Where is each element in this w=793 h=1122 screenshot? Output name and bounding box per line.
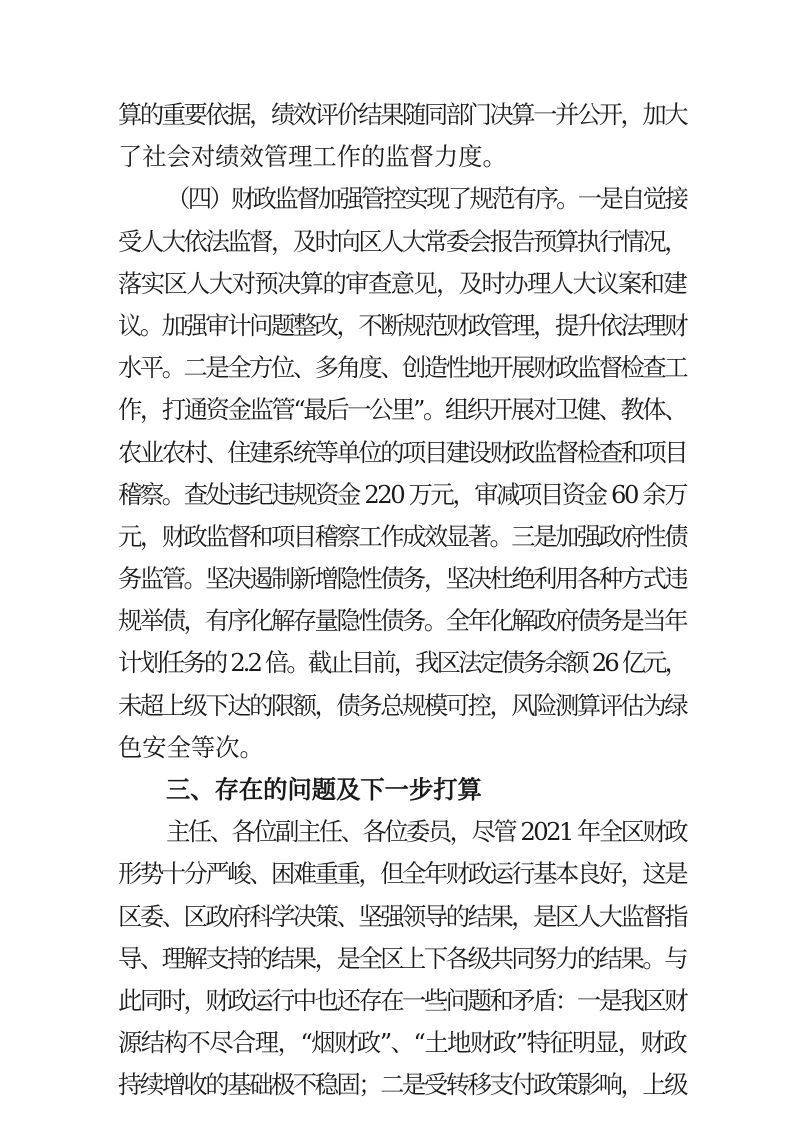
text-line — [118, 600, 686, 642]
line-text: （四）财政监督加强管控实现了规范有序。一是自觉接 — [166, 184, 686, 214]
line-text: 议。加强审计问题整改，不断规范财政管理，提升依法理财 — [118, 310, 686, 340]
line-text: 务监管。坚决遏制新增隐性债务，坚决杜绝利用各种方式违 — [118, 564, 686, 594]
line-text: 持续增收的基础极不稳固；二是受转移支付政策影响，上级 — [118, 1070, 686, 1100]
text-line — [118, 685, 686, 727]
line-text: 稽察。查处违纪违规资金 220 万元，审减项目资金 60 余万 — [118, 479, 686, 509]
text-line — [118, 178, 686, 220]
line-text: 源结构不尽合理，“烟财政”、“土地财政”特征明显，财政 — [118, 1028, 686, 1058]
text-line — [118, 516, 686, 558]
text-line — [118, 474, 686, 516]
line-text: 色安全等次。 — [118, 732, 264, 762]
line-text: 规举债，有序化解存量隐性债务。全年化解政府债务是当年 — [118, 606, 686, 636]
line-text: 元，财政监督和项目稽察工作成效显著。三是加强政府性债 — [118, 521, 686, 551]
text-line — [118, 136, 686, 178]
line-text: 计划任务的 2.2 倍。截止目前，我区法定债务余额 26 亿元， — [118, 648, 686, 678]
text-line — [118, 347, 686, 389]
text-line — [118, 896, 686, 938]
text-line — [118, 94, 686, 136]
line-text: 区委、区政府科学决策、坚强领导的结果，是区人大监督指 — [118, 901, 686, 931]
line-text: 作，打通资金监管“最后一公里”。组织开展对卫健、教体、 — [118, 395, 686, 425]
line-text: 此同时，财政运行中也还存在一些问题和矛盾：一是我区财 — [118, 985, 686, 1015]
line-text: 主任、各位副主任、各位委员，尽管 2021 年全区财政 — [166, 817, 686, 847]
text-line — [118, 1022, 686, 1064]
document-body — [118, 94, 686, 1107]
text-line — [118, 853, 686, 895]
text-line — [118, 221, 686, 263]
text-line — [118, 1064, 686, 1106]
line-text: 算的重要依据，绩效评价结果随同部门决算一并公开，加大 — [118, 100, 686, 129]
text-line — [118, 811, 686, 853]
line-text: 落实区人大对预决算的审查意见，及时办理人大议案和建 — [118, 268, 686, 298]
line-text: 了社会对绩效管理工作的监督力度。 — [118, 142, 507, 172]
text-line — [118, 642, 686, 684]
text-line — [118, 938, 686, 980]
text-line — [118, 980, 686, 1022]
line-text: 形势十分严峻、困难重重，但全年财政运行基本良好，这是 — [118, 859, 686, 889]
text-line — [118, 389, 686, 431]
line-text: 导、理解支持的结果，是全区上下各级共同努力的结果。与 — [118, 943, 686, 973]
line-text: 三、存在的问题及下一步打算 — [166, 775, 482, 804]
text-line — [118, 558, 686, 600]
text-line — [118, 432, 686, 474]
line-text: 农业农村、住建系统等单位的项目建设财政监督检查和项目 — [118, 437, 686, 467]
section-heading — [118, 769, 686, 811]
text-line — [118, 263, 686, 305]
line-text: 水平。二是全方位、多角度、创造性地开展财政监督检查工 — [118, 353, 686, 383]
line-text: 未超上级下达的限额，债务总规模可控，风险测算评估为绿 — [118, 690, 686, 720]
text-line — [118, 305, 686, 347]
line-text: 受人大依法监督，及时向区人大常委会报告预算执行情况， — [118, 226, 686, 256]
text-line — [118, 727, 686, 769]
